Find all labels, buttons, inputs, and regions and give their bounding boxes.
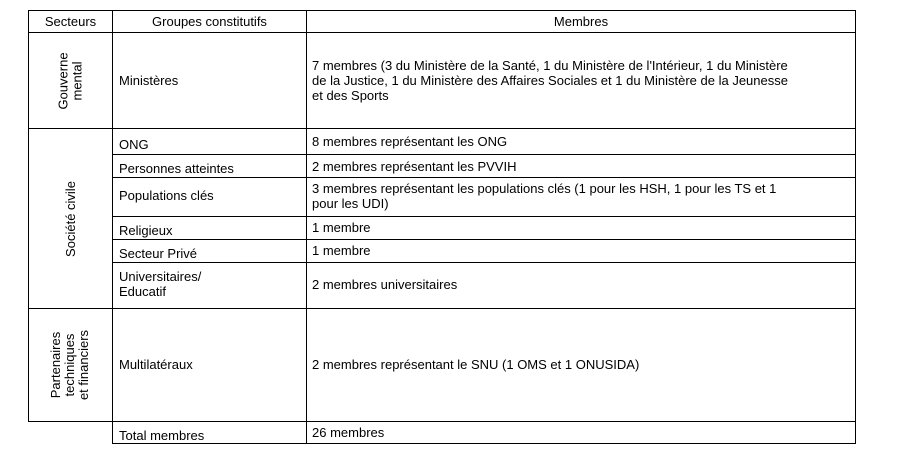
table-border-bottom (112, 443, 856, 444)
total-label: Total membres (119, 428, 205, 443)
group-cell: Ministères (119, 73, 179, 88)
membership-table (28, 10, 856, 444)
members-cell: 1 membre (312, 243, 371, 258)
row-divider (112, 154, 856, 155)
sector-divider-1 (28, 128, 856, 129)
row-divider (112, 216, 856, 217)
members-cell: pour les UDI) (312, 196, 389, 211)
total-value: 26 membres (312, 425, 385, 440)
header-groupes: Groupes constitutifs (152, 14, 267, 29)
sector-divider-3 (28, 421, 856, 422)
members-cell: 2 membres universitaires (312, 277, 458, 292)
group-cell: Educatif (119, 284, 166, 299)
row-divider (112, 239, 856, 240)
row-divider (112, 177, 856, 178)
table-border-right (855, 10, 856, 444)
row-divider (112, 262, 856, 263)
header-secteurs: Secteurs (44, 14, 97, 29)
group-cell: Personnes atteintes (119, 161, 234, 176)
group-cell: Secteur Privé (119, 246, 198, 261)
sector-partenaires: Partenaires techniques et financiers (48, 329, 92, 401)
members-cell: 7 membres (3 du Ministère de la Santé, 1 du Ministère de l'Intérieur, 1 du Ministère (312, 58, 788, 73)
column-divider-1 (112, 10, 113, 444)
members-cell: de la Justice, 1 du Ministère des Affaires Sociales et 1 du Ministère de la Jeunesse (312, 73, 788, 88)
group-cell: Religieux (119, 223, 173, 238)
members-cell: 8 membres représentant les ONG (312, 134, 508, 149)
group-cell: Populations clés (119, 188, 214, 203)
sector-divider-2 (28, 308, 856, 309)
table-border-top (28, 10, 856, 11)
members-cell: 2 membres représentant le SNU (1 OMS et 1 ONUSIDA) (312, 357, 640, 372)
header-divider (28, 32, 856, 33)
members-cell: 3 membres représentant les populations clés (1 pour les HSH, 1 pour les TS et 1 (312, 181, 777, 196)
members-cell: 1 membre (312, 220, 371, 235)
group-cell: Universitaires/ (119, 269, 202, 284)
members-cell: et des Sports (312, 88, 389, 103)
sector-societe-civile: Société civile (62, 180, 78, 257)
members-cell: 2 membres représentant les PVVIH (312, 159, 517, 174)
group-cell: ONG (119, 137, 149, 152)
group-cell: Multilatéraux (119, 357, 193, 372)
sector-gouvernemental: Gouverne mental (55, 51, 85, 110)
header-membres: Membres (553, 14, 609, 29)
column-divider-2 (306, 10, 307, 444)
